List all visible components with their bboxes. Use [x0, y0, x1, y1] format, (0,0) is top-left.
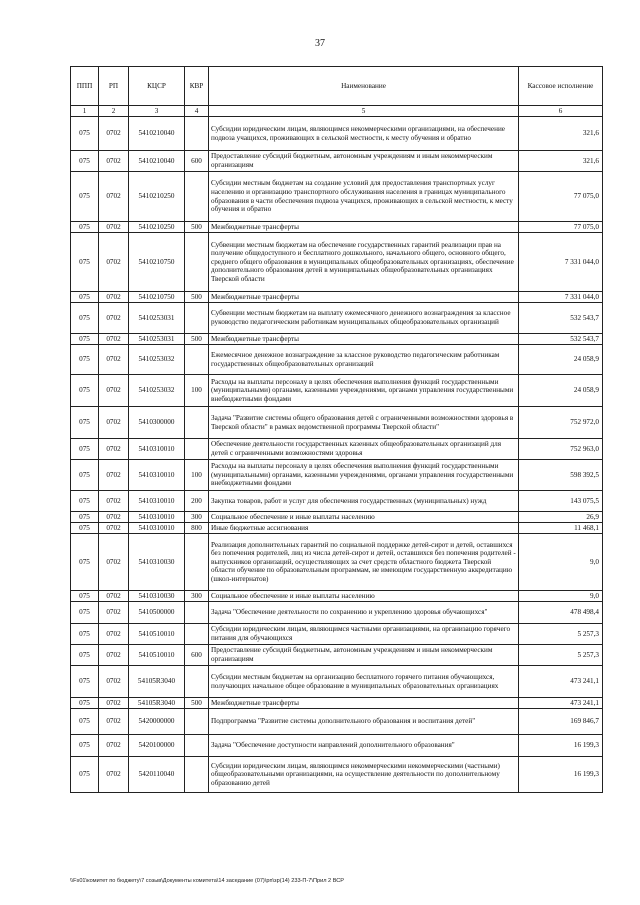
cell-amount: 598 392,5	[519, 460, 603, 491]
cell-name: Межбюджетные трансферты	[209, 334, 519, 345]
table-row	[71, 334, 603, 345]
cell-ppp: 075	[71, 172, 99, 222]
cell-amount: 532 543,7	[519, 303, 603, 334]
cell-name: Подпрограмма "Развитие системы дополнительного образования и воспитания детей"	[209, 709, 519, 735]
cell-kcsr: 5410300000	[129, 407, 185, 439]
cell-kcsr: 5410310030	[129, 591, 185, 602]
table-row	[71, 491, 603, 512]
cell-amount: 77 075,0	[519, 172, 603, 222]
cell-name: Субсидии местным бюджетам на организацию бесплатного горячего питания обучающихся, получающих начальное общее образование в муниципальных образовательных организациях	[209, 666, 519, 698]
cell-kcsr: 54105R3040	[129, 666, 185, 698]
cell-amount: 321,6	[519, 117, 603, 151]
cell-kcsr: 5410253031	[129, 303, 185, 334]
cell-kcsr: 54105R3040	[129, 698, 185, 709]
table-body	[71, 106, 603, 793]
page-number: 37	[315, 38, 325, 49]
cell-rp: 0702	[99, 624, 129, 645]
cell-ppp: 075	[71, 233, 99, 292]
cell-amount: 532 543,7	[519, 334, 603, 345]
cell-ppp: 075	[71, 534, 99, 591]
header-rp: РП	[99, 67, 129, 106]
cell-ppp: 075	[71, 151, 99, 172]
cell-ppp: 075	[71, 698, 99, 709]
table-row	[71, 292, 603, 303]
cell-name: Межбюджетные трансферты	[209, 292, 519, 303]
cell-ppp: 075	[71, 292, 99, 303]
cell-rp: 0702	[99, 233, 129, 292]
table-header-row	[71, 67, 603, 106]
cell-ppp: 075	[71, 512, 99, 523]
table-row	[71, 698, 603, 709]
cell-name: Реализация дополнительных гарантий по социальной поддержке детей-сирот и детей, оставшихся без попечения родителей, лиц из числа детей-сирот и детей, оставшихся без попечения родителей - выпускников организаций, осуществляющих за счет средств областного бюджета Тверской области обучение по образовательным программам, не имеющим государственную аккредитацию (школ-интернатов)	[209, 534, 519, 591]
table-row	[71, 523, 603, 534]
cell-kvr: 300	[185, 512, 209, 523]
cell-amount: 24 058,9	[519, 375, 603, 407]
table-row	[71, 709, 603, 735]
cell-name: Обеспечение деятельности государственных казенных общеобразовательных организаций для детей с ограниченными возможностями здоровья	[209, 439, 519, 460]
cell-name: Субсидии юридическим лицам, являющимся некоммерческими некоммерческими (частными) общеобразовательными организациями, на осуществление деятельности по дополнительному образованию детей	[209, 757, 519, 793]
column-number: 4	[185, 106, 209, 117]
cell-amount: 143 075,5	[519, 491, 603, 512]
cell-rp: 0702	[99, 645, 129, 666]
cell-kvr: 600	[185, 151, 209, 172]
cell-kvr: 500	[185, 334, 209, 345]
cell-kcsr: 5410210750	[129, 292, 185, 303]
cell-kcsr: 5410310010	[129, 439, 185, 460]
cell-rp: 0702	[99, 117, 129, 151]
cell-rp: 0702	[99, 709, 129, 735]
cell-name: Социальное обеспечение и иные выплаты населению	[209, 512, 519, 523]
cell-kvr	[185, 735, 209, 757]
table-row	[71, 512, 603, 523]
cell-ppp: 075	[71, 645, 99, 666]
cell-kvr	[185, 407, 209, 439]
column-number: 3	[129, 106, 185, 117]
cell-ppp: 075	[71, 735, 99, 757]
cell-amount: 24 058,9	[519, 345, 603, 375]
cell-rp: 0702	[99, 666, 129, 698]
cell-ppp: 075	[71, 624, 99, 645]
table-row	[71, 439, 603, 460]
cell-kcsr: 5410310010	[129, 491, 185, 512]
table-row	[71, 645, 603, 666]
cell-kcsr: 5410253032	[129, 375, 185, 407]
cell-kcsr: 5410253032	[129, 345, 185, 375]
cell-kvr: 200	[185, 491, 209, 512]
cell-name: Закупка товаров, работ и услуг для обеспечения государственных (муниципальных) нужд	[209, 491, 519, 512]
cell-kcsr: 5410210040	[129, 151, 185, 172]
cell-kcsr: 5410210250	[129, 222, 185, 233]
cell-amount: 752 972,0	[519, 407, 603, 439]
cell-rp: 0702	[99, 375, 129, 407]
cell-kvr	[185, 117, 209, 151]
cell-rp: 0702	[99, 407, 129, 439]
header-ppp: ППП	[71, 67, 99, 106]
budget-execution-table	[70, 66, 603, 793]
cell-kcsr: 5410310010	[129, 460, 185, 491]
cell-kvr: 500	[185, 222, 209, 233]
cell-kcsr: 5420100000	[129, 735, 185, 757]
cell-amount: 16 199,3	[519, 735, 603, 757]
cell-amount: 11 468,1	[519, 523, 603, 534]
cell-amount: 77 075,0	[519, 222, 603, 233]
cell-name: Расходы на выплаты персоналу в целях обеспечения выполнения функций государственными (муниципальными) органами, казенными учреждениями, органами управления государственными внебюджетными фондами	[209, 375, 519, 407]
cell-rp: 0702	[99, 151, 129, 172]
header-name: Наименование	[209, 67, 519, 106]
cell-kvr	[185, 757, 209, 793]
cell-amount: 26,9	[519, 512, 603, 523]
cell-name: Субвенции местным бюджетам на обеспечение государственных гарантий реализации прав на получение общедоступного и бесплатного дошкольного, начального общего, основного общего, среднего общего образования в муниципальных общеобразовательных организациях, обеспечение дополнительного образования детей в муниципальных общеобразовательных организациях Тверской области	[209, 233, 519, 292]
cell-ppp: 075	[71, 757, 99, 793]
cell-ppp: 075	[71, 460, 99, 491]
header-kvr: КВР	[185, 67, 209, 106]
cell-kvr	[185, 624, 209, 645]
cell-kcsr: 5420000000	[129, 709, 185, 735]
cell-amount: 16 199,3	[519, 757, 603, 793]
cell-ppp: 075	[71, 303, 99, 334]
cell-rp: 0702	[99, 523, 129, 534]
table-row	[71, 591, 603, 602]
column-number: 2	[99, 106, 129, 117]
cell-ppp: 075	[71, 117, 99, 151]
cell-kvr	[185, 345, 209, 375]
table-row	[71, 407, 603, 439]
cell-name: Иные бюджетные ассигнования	[209, 523, 519, 534]
table-row	[71, 117, 603, 151]
table-row	[71, 303, 603, 334]
table-row	[71, 666, 603, 698]
cell-ppp: 075	[71, 439, 99, 460]
cell-name: Задача "Обеспечение деятельности по сохранению и укреплению здоровья обучающихся"	[209, 602, 519, 624]
cell-kcsr: 5410310030	[129, 534, 185, 591]
cell-name: Социальное обеспечение и иные выплаты населению	[209, 591, 519, 602]
cell-amount: 478 498,4	[519, 602, 603, 624]
column-number: 1	[71, 106, 99, 117]
cell-amount: 9,0	[519, 591, 603, 602]
cell-kcsr: 5410510010	[129, 645, 185, 666]
cell-kvr	[185, 233, 209, 292]
cell-kvr	[185, 602, 209, 624]
table-row	[71, 172, 603, 222]
cell-ppp: 075	[71, 602, 99, 624]
cell-name: Субвенции местным бюджетам на выплату ежемесячного денежного вознаграждения за классное руководство педагогическим работникам муниципальных общеобразовательных организаций	[209, 303, 519, 334]
cell-kvr: 500	[185, 698, 209, 709]
cell-ppp: 075	[71, 666, 99, 698]
cell-amount: 5 257,3	[519, 645, 603, 666]
cell-ppp: 075	[71, 709, 99, 735]
cell-name: Субсидии юридическим лицам, являющимся некоммерческими организациями, на обеспечение подвоза учащихся, проживающих в сельской местности, к месту обучения и обратно	[209, 117, 519, 151]
cell-amount: 9,0	[519, 534, 603, 591]
cell-rp: 0702	[99, 698, 129, 709]
cell-ppp: 075	[71, 375, 99, 407]
table-row	[71, 233, 603, 292]
table-row	[71, 602, 603, 624]
table-row	[71, 345, 603, 375]
cell-kvr	[185, 666, 209, 698]
cell-rp: 0702	[99, 460, 129, 491]
header-kcsr: КЦСР	[129, 67, 185, 106]
cell-name: Задача "Развитие системы общего образования детей с ограниченными возможностями здоровья в Тверской области" в рамках ведомственной программы Тверской области"	[209, 407, 519, 439]
cell-amount: 321,6	[519, 151, 603, 172]
table-row	[71, 624, 603, 645]
cell-kvr	[185, 172, 209, 222]
cell-amount: 169 846,7	[519, 709, 603, 735]
cell-kvr: 300	[185, 591, 209, 602]
footer-file-path: \\Fs01\комитет по бюджету\7 созыв\Документы комитета\14 заседание (07)\рп\зр(14) 233-П-7\Прил 2 ВСР	[70, 878, 345, 884]
cell-rp: 0702	[99, 222, 129, 233]
column-number: 6	[519, 106, 603, 117]
cell-name: Межбюджетные трансферты	[209, 222, 519, 233]
cell-kvr	[185, 303, 209, 334]
cell-rp: 0702	[99, 334, 129, 345]
cell-kvr	[185, 534, 209, 591]
cell-rp: 0702	[99, 172, 129, 222]
cell-ppp: 075	[71, 523, 99, 534]
cell-kvr: 600	[185, 645, 209, 666]
cell-name: Расходы на выплаты персоналу в целях обеспечения выполнения функций государственными (муниципальными) органами, казенными учреждениями, органами управления государственными внебюджетными фондами	[209, 460, 519, 491]
cell-rp: 0702	[99, 345, 129, 375]
cell-amount: 7 331 044,0	[519, 233, 603, 292]
cell-amount: 473 241,1	[519, 666, 603, 698]
column-number: 5	[209, 106, 519, 117]
cell-rp: 0702	[99, 735, 129, 757]
cell-name: Предоставление субсидий бюджетным, автономным учреждениям и иным некоммерческим организациям	[209, 645, 519, 666]
cell-rp: 0702	[99, 591, 129, 602]
cell-ppp: 075	[71, 491, 99, 512]
table-row	[71, 735, 603, 757]
table-row	[71, 534, 603, 591]
cell-name: Межбюджетные трансферты	[209, 698, 519, 709]
cell-rp: 0702	[99, 292, 129, 303]
cell-kvr: 100	[185, 460, 209, 491]
table-row	[71, 151, 603, 172]
cell-kcsr: 5410310010	[129, 512, 185, 523]
cell-amount: 5 257,3	[519, 624, 603, 645]
cell-rp: 0702	[99, 757, 129, 793]
cell-rp: 0702	[99, 303, 129, 334]
cell-name: Предоставление субсидий бюджетным, автономным учреждениям и иным некоммерческим организациям	[209, 151, 519, 172]
cell-amount: 752 963,0	[519, 439, 603, 460]
cell-kvr	[185, 709, 209, 735]
cell-rp: 0702	[99, 491, 129, 512]
cell-kcsr: 5410210250	[129, 172, 185, 222]
column-number-row	[71, 106, 603, 117]
cell-kvr	[185, 439, 209, 460]
cell-kcsr: 5410253031	[129, 334, 185, 345]
cell-name: Ежемесячное денежное вознаграждение за классное руководство педагогическим работникам государственных общеобразовательных организаций	[209, 345, 519, 375]
cell-kcsr: 5420110040	[129, 757, 185, 793]
cell-kvr: 800	[185, 523, 209, 534]
cell-rp: 0702	[99, 534, 129, 591]
cell-amount: 473 241,1	[519, 698, 603, 709]
cell-ppp: 075	[71, 591, 99, 602]
cell-ppp: 075	[71, 345, 99, 375]
cell-ppp: 075	[71, 334, 99, 345]
cell-kcsr: 5410310010	[129, 523, 185, 534]
cell-ppp: 075	[71, 222, 99, 233]
cell-ppp: 075	[71, 407, 99, 439]
cell-kcsr: 5410500000	[129, 602, 185, 624]
table-row	[71, 460, 603, 491]
cell-kcsr: 5410210750	[129, 233, 185, 292]
header-amount: Кассовое исполнение	[519, 67, 603, 106]
cell-name: Субсидии местным бюджетам на создание условий для предоставления транспортных услуг населению и организацию транспортного обслуживания населения в границах муниципального образования в части обеспечения подвоза учащихся, проживающих в сельской местности, к месту обучения и обратно	[209, 172, 519, 222]
table-row	[71, 757, 603, 793]
cell-rp: 0702	[99, 602, 129, 624]
cell-name: Субсидии юридическим лицам, являющимся частными организациями, на организацию горячего питания для обучающихся	[209, 624, 519, 645]
cell-kvr: 100	[185, 375, 209, 407]
cell-rp: 0702	[99, 512, 129, 523]
cell-rp: 0702	[99, 439, 129, 460]
cell-name: Задача "Обеспечение доступности направлений дополнительного образования"	[209, 735, 519, 757]
cell-kvr: 500	[185, 292, 209, 303]
cell-amount: 7 331 044,0	[519, 292, 603, 303]
cell-kcsr: 5410510010	[129, 624, 185, 645]
cell-kcsr: 5410210040	[129, 117, 185, 151]
table-row	[71, 222, 603, 233]
table-row	[71, 375, 603, 407]
